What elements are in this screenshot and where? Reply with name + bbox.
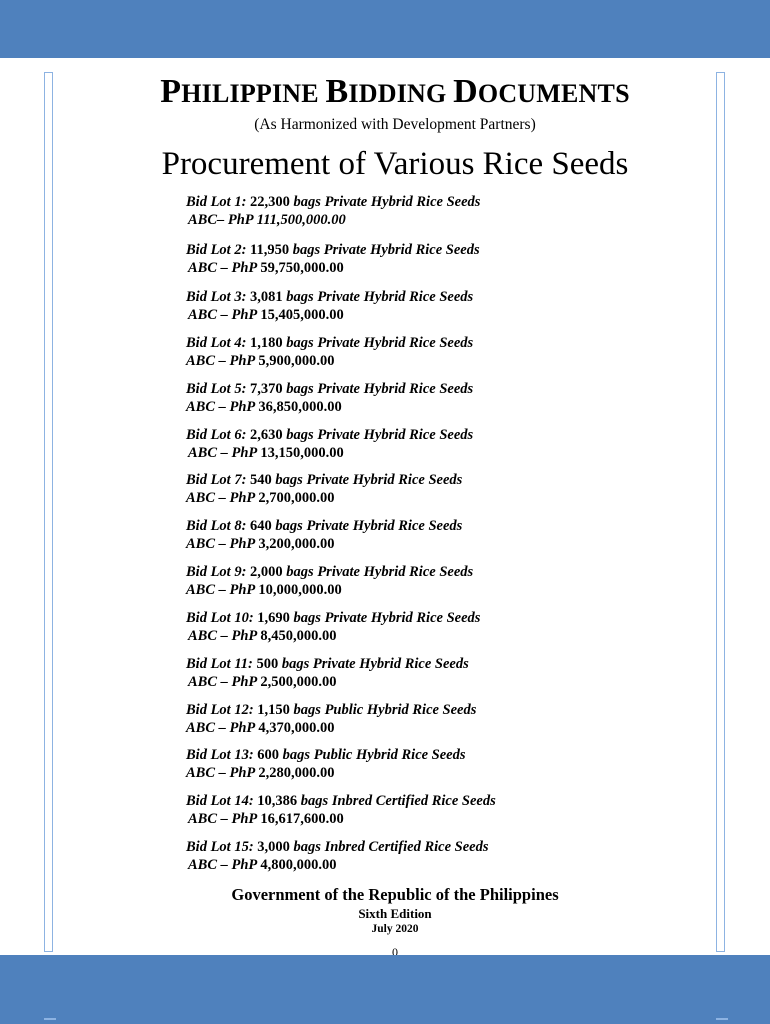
bid-lot-abc (186, 764, 606, 782)
bid-lot-label: Bid Lot 12: (186, 702, 254, 718)
bid-lot-abc (186, 627, 606, 645)
document-subtitle: (As Harmonized with Development Partners) (254, 116, 536, 133)
bid-lot-item (186, 792, 606, 828)
left-border-rule (44, 72, 53, 952)
bid-lot-description (186, 655, 606, 673)
bid-lot-abc (186, 810, 606, 828)
bid-lot-item-description: bags Private Hybrid Rice Seeds (275, 472, 463, 488)
bid-lot-item (186, 288, 606, 324)
bid-lot-abc (186, 535, 606, 553)
bid-lot-item (186, 334, 606, 370)
bid-lot-quantity: 500 (256, 656, 279, 672)
abc-label: ABC – PhP (188, 674, 257, 690)
bid-lot-description (186, 380, 606, 398)
bid-lot-description (186, 241, 606, 259)
bid-lot-item-description: bags Public Hybrid Rice Seeds (282, 747, 466, 763)
bid-lot-item (186, 655, 606, 691)
bid-lot-label: Bid Lot 6: (186, 427, 247, 443)
abc-label: ABC – PhP (186, 536, 255, 552)
bid-lot-label: Bid Lot 10: (186, 610, 254, 626)
abc-amount: 2,280,000.00 (258, 765, 335, 781)
abc-label: ABC – PhP (186, 399, 255, 415)
bid-lot-label: Bid Lot 3: (186, 289, 247, 305)
bid-lot-label: Bid Lot 15: (186, 839, 254, 855)
bid-lot-description (186, 838, 606, 856)
abc-amount: 13,150,000.00 (260, 445, 344, 461)
abc-amount: 2,700,000.00 (258, 490, 335, 506)
abc-label: ABC – PhP (188, 857, 257, 873)
abc-amount: 3,200,000.00 (258, 536, 335, 552)
abc-label: ABC – PhP (186, 490, 255, 506)
bid-lot-item (186, 193, 606, 229)
bid-lot-item-description: bags Private Hybrid Rice Seeds (286, 335, 474, 351)
bid-lot-description (186, 193, 606, 211)
bid-lot-quantity: 640 (250, 518, 272, 534)
bid-lot-description (186, 471, 606, 489)
bid-lot-quantity: 540 (250, 472, 272, 488)
bid-lot-quantity: 11,950 (250, 242, 290, 258)
abc-label: ABC – PhP (186, 582, 255, 598)
bid-lot-label: Bid Lot 7: (186, 472, 247, 488)
title-word-3: DOCUMENTS (453, 73, 630, 110)
title-word-2: BIDDING (325, 73, 454, 110)
bid-lot-item-description: bags Public Hybrid Rice Seeds (293, 702, 477, 718)
bid-lot-quantity: 2,630 (250, 427, 283, 443)
bid-lot-abc (186, 398, 606, 416)
abc-amount: 16,617,600.00 (260, 811, 344, 827)
bid-lot-quantity: 3,000 (257, 839, 290, 855)
bid-lot-abc (186, 856, 606, 874)
right-border-rule (716, 72, 725, 952)
bid-lot-quantity: 1,180 (250, 335, 283, 351)
bid-lot-description (186, 792, 606, 810)
bid-lot-item (186, 609, 606, 645)
bottom-color-band (0, 955, 770, 1024)
bid-lot-item-description: bags Private Hybrid Rice Seeds (275, 518, 463, 534)
abc-amount: 59,750,000.00 (260, 260, 344, 276)
bid-lot-description (186, 517, 606, 535)
procurement-heading: Procurement of Various Rice Seeds (161, 146, 629, 182)
right-corner-mark (716, 1018, 728, 1020)
edition-text: Sixth Edition (358, 906, 432, 921)
bid-lot-description (186, 334, 606, 352)
bid-lot-item-description: bags Private Hybrid Rice Seeds (286, 564, 474, 580)
bid-lot-description (186, 426, 606, 444)
bid-lot-quantity: 7,370 (250, 381, 283, 397)
bid-lot-item-description: bags Private Hybrid Rice Seeds (293, 610, 481, 626)
abc-label: ABC – PhP (186, 353, 255, 369)
bid-lot-description (186, 563, 606, 581)
bid-lot-abc (186, 444, 606, 462)
bid-lot-label: Bid Lot 4: (186, 335, 247, 351)
bid-lot-abc (186, 352, 606, 370)
bid-lot-label: Bid Lot 5: (186, 381, 247, 397)
bid-lot-abc (186, 489, 606, 507)
bid-lot-item (186, 426, 606, 462)
bid-lot-item-description: bags Private Hybrid Rice Seeds (293, 194, 481, 210)
abc-label: ABC – PhP (188, 445, 257, 461)
abc-label: ABC – PhP (188, 811, 257, 827)
bid-lot-item-description: bags Private Hybrid Rice Seeds (292, 242, 480, 258)
abc-label: ABC – PhP (188, 628, 257, 644)
abc-amount: 111,500,000.00 (256, 212, 346, 228)
top-color-band (0, 0, 770, 58)
bid-lot-quantity: 2,000 (250, 564, 283, 580)
title-word-1: PHILIPPINE (160, 73, 326, 110)
bid-lot-label: Bid Lot 13: (186, 747, 254, 763)
bid-lot-description (186, 746, 606, 764)
abc-amount: 4,800,000.00 (260, 857, 337, 873)
bid-lot-label: Bid Lot 11: (186, 656, 253, 672)
bid-lot-item (186, 838, 606, 874)
abc-label: ABC – PhP (186, 720, 255, 736)
bid-lot-label: Bid Lot 9: (186, 564, 247, 580)
bid-lot-label: Bid Lot 8: (186, 518, 247, 534)
bid-lot-item (186, 380, 606, 416)
bid-lot-item-description: bags Private Hybrid Rice Seeds (286, 427, 474, 443)
abc-amount: 2,500,000.00 (260, 674, 337, 690)
bid-lot-item-description: bags Inbred Certified Rice Seeds (300, 793, 496, 809)
bid-lot-abc (186, 259, 606, 277)
bid-lot-item (186, 746, 606, 782)
abc-amount: 10,000,000.00 (258, 582, 342, 598)
bid-lot-label: Bid Lot 2: (186, 242, 247, 258)
date-text: July 2020 (371, 923, 419, 935)
abc-label: ABC– PhP (188, 212, 254, 228)
bid-lot-item (186, 563, 606, 599)
abc-label: ABC – PhP (186, 765, 255, 781)
bid-lot-quantity: 1,690 (257, 610, 290, 626)
bid-lot-quantity: 1,150 (257, 702, 290, 718)
bid-lot-item-description: bags Private Hybrid Rice Seeds (286, 289, 474, 305)
bid-lot-item (186, 701, 606, 737)
bid-lot-abc (186, 211, 606, 229)
bid-lot-label: Bid Lot 1: (186, 194, 247, 210)
left-corner-mark (44, 1018, 56, 1020)
issuer-text: Government of the Republic of the Philippines (231, 885, 559, 904)
bid-lot-label: Bid Lot 14: (186, 793, 254, 809)
bid-lot-description (186, 609, 606, 627)
bid-lot-item (186, 517, 606, 553)
abc-label: ABC – PhP (188, 260, 257, 276)
document-title (0, 72, 770, 114)
abc-amount: 5,900,000.00 (258, 353, 335, 369)
abc-amount: 36,850,000.00 (258, 399, 342, 415)
page-number: 0 (392, 946, 398, 955)
bid-lot-abc (186, 673, 606, 691)
bid-lot-description (186, 701, 606, 719)
bid-lot-item (186, 471, 606, 507)
bid-lot-abc (186, 306, 606, 324)
bid-lot-abc (186, 581, 606, 599)
abc-amount: 8,450,000.00 (260, 628, 337, 644)
abc-amount: 15,405,000.00 (260, 307, 344, 323)
bid-lot-quantity: 10,386 (257, 793, 298, 809)
bid-lot-item (186, 241, 606, 277)
abc-label: ABC – PhP (188, 307, 257, 323)
bid-lot-item-description: bags Private Hybrid Rice Seeds (286, 381, 474, 397)
abc-amount: 4,370,000.00 (258, 720, 335, 736)
bid-lot-quantity: 22,300 (250, 194, 290, 210)
bid-lot-quantity: 3,081 (250, 289, 283, 305)
bid-lot-item-description: bags Private Hybrid Rice Seeds (281, 656, 469, 672)
bid-lot-item-description: bags Inbred Certified Rice Seeds (293, 839, 489, 855)
bid-lot-abc (186, 719, 606, 737)
bid-lot-description (186, 288, 606, 306)
bid-lot-quantity: 600 (257, 747, 280, 763)
